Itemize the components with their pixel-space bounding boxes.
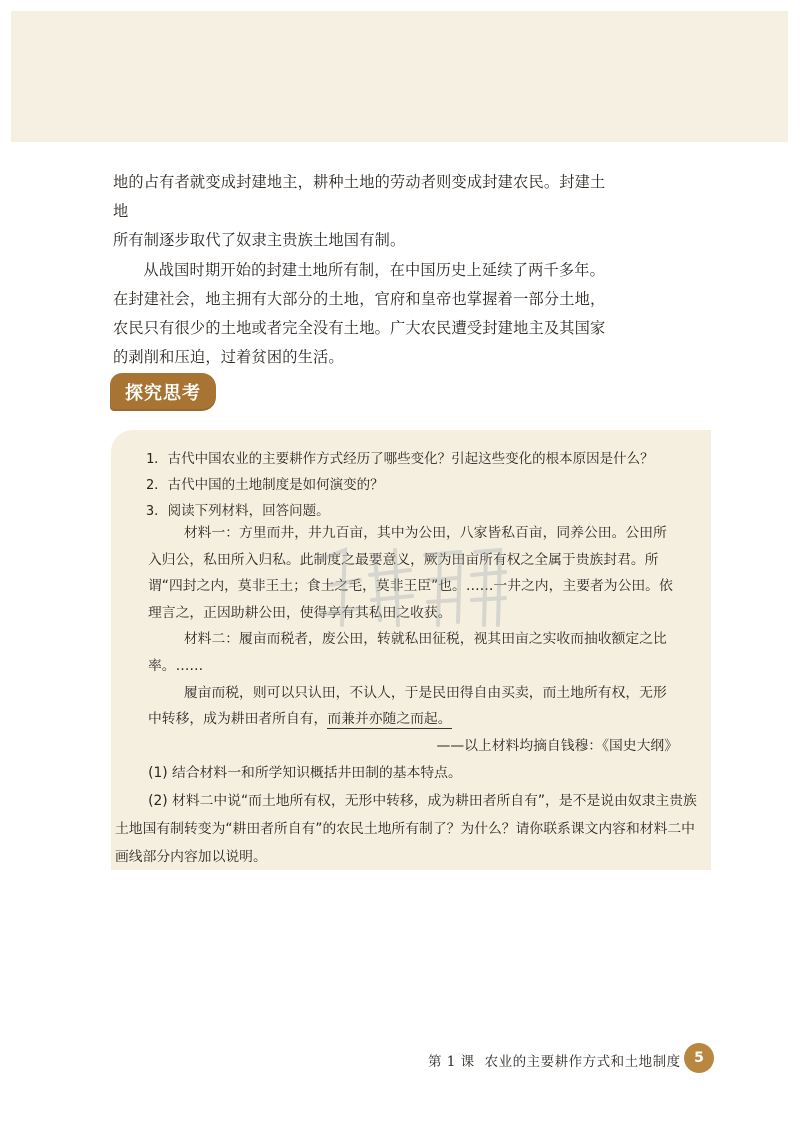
material-2-continued <box>148 680 678 733</box>
footer-lesson: 第 1 课 <box>428 1054 475 1070</box>
body-line-1: 地的占有者就变成封建地主，耕种土地的劳动者则变成封建农民。封建土地 <box>113 173 606 221</box>
page-number-text: 5 <box>694 1050 704 1066</box>
materials <box>148 520 678 759</box>
body-text <box>113 168 613 372</box>
explore-section-title: 探究思考 <box>125 383 201 404</box>
question-3: 3．阅读下列材料，回答问题。 <box>146 503 330 519</box>
material-source: ——以上材料均摘自钱穆：《国史大纲》 <box>436 737 678 754</box>
footer-chapter <box>428 1050 681 1070</box>
body-line-2: 所有制逐步取代了奴隶主贵族土地国有制。 <box>113 231 406 250</box>
sub-question-2: (2) 材料二中说“而土地所有权，无形中转移，成为耕田者所自有”，是不是说由奴隶主贵族土地国有制转变为“耕田者所自有”的农民土地所有制了？为什么？请你联系课文内容和材料二中画线部分内容加以说明。 <box>115 793 697 865</box>
sub-questions <box>115 759 705 871</box>
page-number <box>684 1043 714 1073</box>
question-2: 2．古代中国的土地制度是如何演变的？ <box>146 477 384 493</box>
question-1: 1．古代中国农业的主要耕作方式经历了哪些变化？引起这些变化的根本原因是什么？ <box>146 451 654 467</box>
material-1: 材料一：方里而井，井九百亩，其中为公田，八家皆私百亩，同养公田。公田所入归公，私田所入归私。此制度之最要意义，厥为田亩所有权之全属于贵族封君。所谓“四封之内，莫非王土；食土之毛，莫非王臣”也。……一井之内，主要者为公田。依理言之，正因助耕公田，使得享有其私田之收获。 <box>148 525 673 621</box>
material-2b-text: 履亩而税，则可以只认田，不认人，于是民田得自由买卖，而土地所有权，无形中转移，成为耕田者所自有， <box>148 684 667 728</box>
header-band <box>11 11 788 142</box>
material-2: 材料二：履亩而税者，废公田，转就私田征税，视其田亩之实收而抽收额定之比率。…… <box>148 631 667 674</box>
body-paragraph-2: 从战国时期开始的封建土地所有制，在中国历史上延续了两千多年。在封建社会，地主拥有大部分的土地，官府和皇帝也掌握着一部分土地，农民只有很少的土地或者完全没有土地。广大农民遭受封建地主及其国家的剥削和压迫，过着贫困的生活。 <box>113 260 606 367</box>
footer-chapter-title: 农业的主要耕作方式和土地制度 <box>484 1054 681 1070</box>
question-list <box>146 446 706 524</box>
sub-question-1: (1) 结合材料一和所学知识概括井田制的基本特点。 <box>148 765 462 781</box>
underlined-phrase: 而兼并亦随之而起。 <box>327 711 452 728</box>
explore-section-badge <box>110 373 216 411</box>
